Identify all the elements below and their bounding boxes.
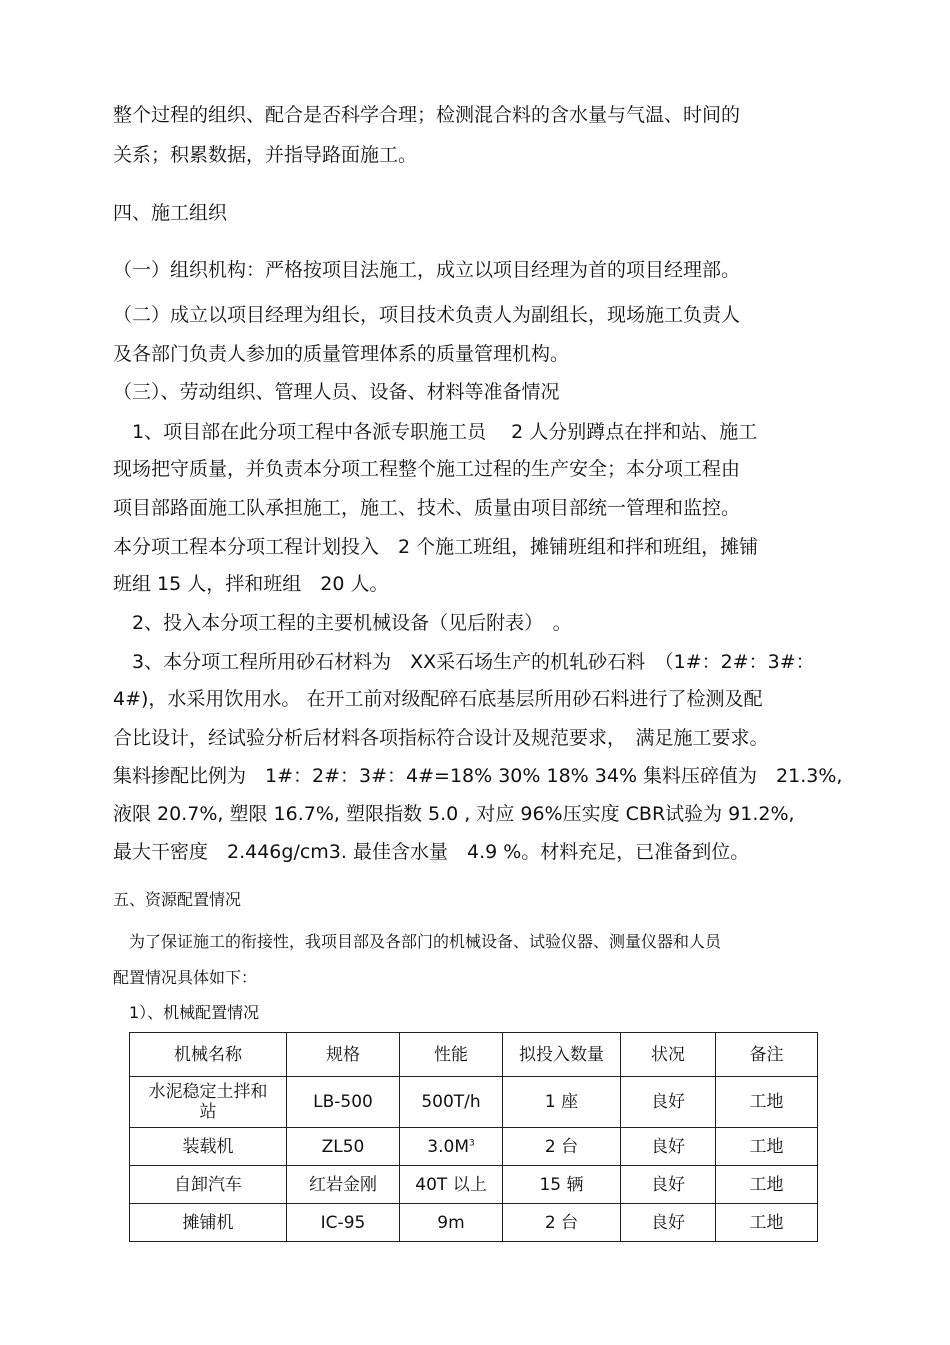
machine-config-table [129, 1032, 818, 1242]
table-cell: 40T 以上 [400, 1166, 503, 1204]
table-cell: 装载机 [130, 1128, 287, 1166]
table-cell: 自卸汽车 [130, 1166, 287, 1204]
table-header-cell: 规格 [287, 1033, 400, 1077]
table-cell: 良好 [621, 1166, 716, 1204]
paragraph-line: 4#)，水采用饮用水。 在开工前对级配碎石底基层所用砂石料进行了检测及配 [113, 688, 763, 710]
paragraph-line: （一）组织机构：严格按项目法施工，成立以项目经理为首的项目经理部。 [113, 259, 741, 281]
paragraph-line: 最大干密度 2.446g/cm3. 最佳含水量 4.9 %。材料充足，已准备到位。 [113, 841, 750, 863]
table-row [130, 1204, 818, 1242]
table-header-cell: 性能 [400, 1033, 503, 1077]
table-header-cell: 状况 [621, 1033, 716, 1077]
table-cell: 2 台 [503, 1204, 621, 1242]
paragraph-line: 1、项目部在此分项工程中各派专职施工员 2 人分别蹲点在拌和站、施工 [113, 421, 758, 443]
table-header-cell: 机械名称 [130, 1033, 287, 1077]
paragraph-line: 2、投入本分项工程的主要机械设备（见后附表） 。 [113, 612, 572, 634]
table-cell: 工地 [716, 1204, 818, 1242]
table-row [130, 1077, 818, 1128]
table-cell: 工地 [716, 1077, 818, 1128]
paragraph-line: 关系；积累数据，并指导路面施工。 [113, 144, 418, 166]
paragraph-line: （三）、劳动组织、管理人员、设备、材料等准备情况 [113, 381, 560, 403]
superscript: 3 [468, 1137, 475, 1148]
table-cell: LB-500 [287, 1077, 400, 1128]
table-cell: 15 辆 [503, 1166, 621, 1204]
table-cell: 摊铺机 [130, 1204, 287, 1242]
paragraph-line: 合比设计，经试验分析后材料各项指标符合设计及规范要求， 满足施工要求。 [113, 727, 769, 749]
table-header-row [130, 1033, 818, 1077]
table-row [130, 1166, 818, 1204]
table-cell: 良好 [621, 1077, 716, 1128]
paragraph-line: 为了保证施工的衔接性，我项目部及各部门的机械设备、试验仪器、测量仪器和人员 [113, 932, 722, 951]
table-cell: 工地 [716, 1128, 818, 1166]
section-heading: 五、资源配置情况 [113, 890, 242, 909]
paragraph-line: 班组 15 人，拌和班组 20 人。 [113, 573, 389, 595]
table-cell: 2 台 [503, 1128, 621, 1166]
table-cell: 工地 [716, 1166, 818, 1204]
table-cell: 9m [400, 1204, 503, 1242]
table-cell: 500T/h [400, 1077, 503, 1128]
table-cell: IC-95 [287, 1204, 400, 1242]
table-cell: 良好 [621, 1128, 716, 1166]
table-cell [400, 1128, 503, 1166]
paragraph-line: 现场把守质量，并负责本分项工程整个施工过程的生产安全；本分项工程由 [113, 458, 741, 480]
table-header-cell: 备注 [716, 1033, 818, 1077]
table-row [130, 1128, 818, 1166]
paragraph-line: 本分项工程本分项工程计划投入 2 个施工班组，摊铺班组和拌和班组，摊铺 [113, 536, 759, 558]
paragraph-line: 液限 20.7%, 塑限 16.7%, 塑限指数 5.0 , 对应 96%压实度 CBR试验为 91.2%, [113, 803, 795, 825]
paragraph-line: 整个过程的组织、配合是否科学合理；检测混合料的含水量与气温、时间的 [113, 104, 741, 126]
section-heading: 四、施工组织 [113, 202, 228, 224]
table-cell: 水泥稳定土拌和站 [130, 1077, 287, 1128]
paragraph-line: 集料掺配比例为 1#：2#：3#：4#=18% 30% 18% 34% 集料压碎值为 21.3%, [113, 765, 843, 787]
table-cell: ZL50 [287, 1128, 400, 1166]
table-cell: 红岩金刚 [287, 1166, 400, 1204]
capacity-value: 3.0M [427, 1136, 469, 1157]
paragraph-line: 配置情况具体如下： [113, 968, 258, 987]
paragraph-line: 3、本分项工程所用砂石材料为 XX采石场生产的机轧砂石料 （1#：2#：3#： [113, 651, 815, 673]
subsection-heading: 1）、机械配置情况 [113, 1003, 260, 1022]
paragraph-line: （二）成立以项目经理为组长，项目技术负责人为副组长，现场施工负责人 [113, 304, 741, 326]
table-cell: 良好 [621, 1204, 716, 1242]
paragraph-line: 及各部门负责人参加的质量管理体系的质量管理机构。 [113, 343, 570, 365]
table-cell: 1 座 [503, 1077, 621, 1128]
paragraph-line: 项目部路面施工队承担施工，施工、技术、质量由项目部统一管理和监控。 [113, 497, 741, 519]
table-header-cell: 拟投入数量 [503, 1033, 621, 1077]
